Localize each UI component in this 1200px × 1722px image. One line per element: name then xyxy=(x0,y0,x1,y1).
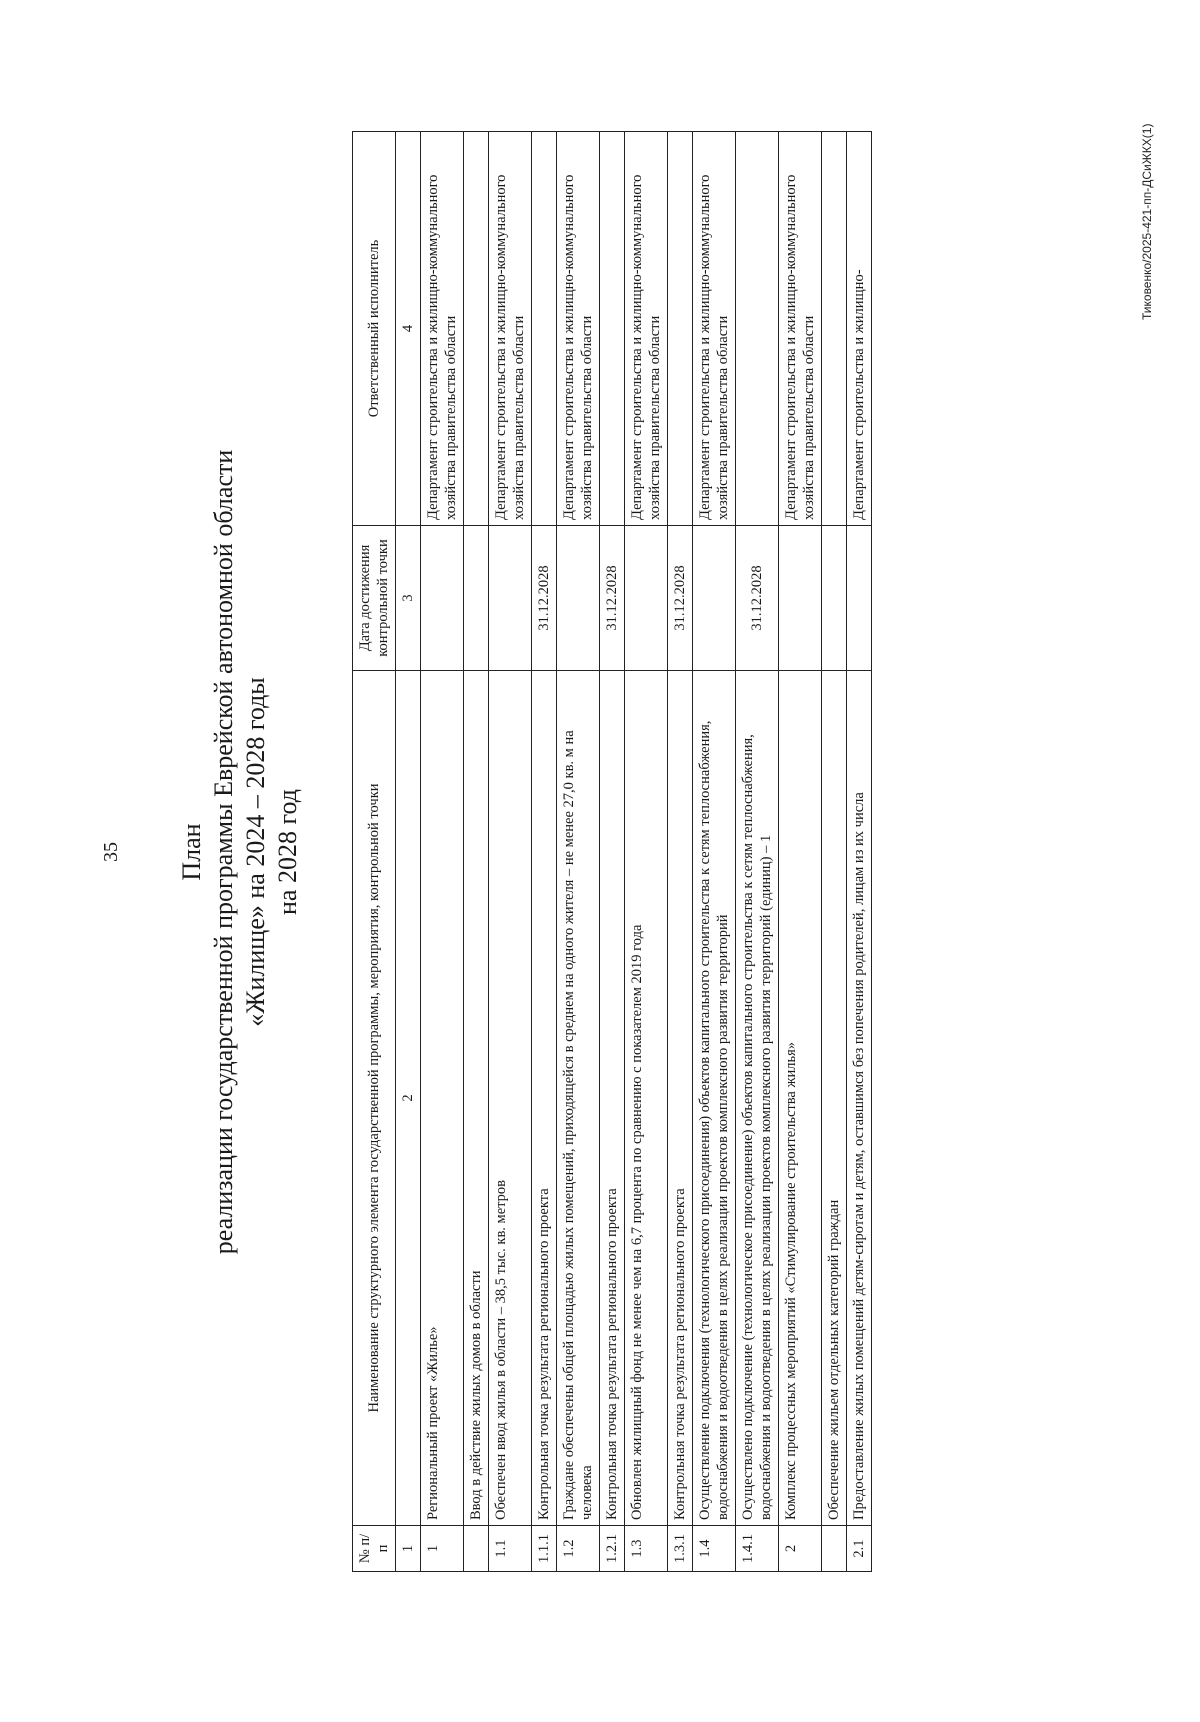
row-number-cell: 1.2 xyxy=(557,1526,600,1572)
row-date-cell xyxy=(489,526,532,671)
row-executor-cell: Департамент строительства и жилищно- xyxy=(847,132,872,526)
table-row xyxy=(532,132,557,1572)
row-name-cell: Обеспечение жильем отдельных категорий граждан xyxy=(822,671,847,1526)
table-header-row xyxy=(353,132,396,1572)
header-date: Дата достижения контрольной точки xyxy=(353,526,396,671)
column-number-row xyxy=(396,132,421,1572)
row-executor-cell xyxy=(668,132,693,526)
row-executor-cell xyxy=(736,132,779,526)
row-date-cell xyxy=(822,526,847,671)
table-row xyxy=(693,132,736,1572)
row-date-cell xyxy=(693,526,736,671)
col-number: 4 xyxy=(396,132,421,526)
row-name-cell: Контрольная точка результата регионального проекта xyxy=(668,671,693,1526)
table-row xyxy=(489,132,532,1572)
row-name-cell: Предоставление жилых помещений детям-сиротам и детям, оставшимся без попечения родителей, лицам из их числа xyxy=(847,671,872,1526)
row-date-cell: 31.12.2028 xyxy=(532,526,557,671)
plan-table-body xyxy=(421,132,872,1572)
row-number-cell: 1.4.1 xyxy=(736,1526,779,1572)
footer-code-container xyxy=(1140,124,1154,320)
row-number-cell: 1 xyxy=(421,1526,464,1572)
table-row xyxy=(736,132,779,1572)
row-name-cell: Комплекс процессных мероприятий «Стимулирование строительства жилья» xyxy=(779,671,822,1526)
row-executor-cell xyxy=(600,132,625,526)
row-executor-cell: Департамент строительства и жилищно-коммунального хозяйства правительства области xyxy=(625,132,668,526)
row-executor-cell xyxy=(532,132,557,526)
row-number-cell: 1.3 xyxy=(625,1526,668,1572)
row-date-cell: 31.12.2028 xyxy=(668,526,693,671)
row-number-cell: 2.1 xyxy=(847,1526,872,1572)
row-number-cell: 1.2.1 xyxy=(600,1526,625,1572)
row-date-cell xyxy=(557,526,600,671)
header-num: № п/п xyxy=(353,1526,396,1572)
row-name-cell: Обновлен жилищный фонд не менее чем на 6,7 процента по сравнению с показателем 2019 года xyxy=(625,671,668,1526)
row-executor-cell: Департамент строительства и жилищно-коммунального хозяйства правительства области xyxy=(489,132,532,526)
row-executor-cell: Департамент строительства и жилищно-коммунального хозяйства правительства области xyxy=(557,132,600,526)
row-executor-cell: Департамент строительства и жилищно-коммунального хозяйства правительства области xyxy=(779,132,822,526)
table-row xyxy=(421,132,464,1572)
table-row xyxy=(847,132,872,1572)
row-number-cell xyxy=(822,1526,847,1572)
table-row xyxy=(557,132,600,1572)
table-row xyxy=(600,132,625,1572)
row-name-cell: Граждане обеспечены общей площадью жилых помещений, приходящейся в среднем на одного жителя – не менее 27,0 кв. м на человека xyxy=(557,671,600,1526)
row-executor-cell xyxy=(464,132,489,526)
table-row xyxy=(668,132,693,1572)
row-number-cell: 2 xyxy=(779,1526,822,1572)
page-number: 35 xyxy=(100,842,122,862)
header-name: Наименование структурного элемента государственной программы, мероприятия, контрольной точки xyxy=(353,671,396,1526)
row-number-cell: 1.4 xyxy=(693,1526,736,1572)
rotated-sheet xyxy=(18,0,1182,1722)
col-number: 2 xyxy=(396,671,421,1526)
row-date-cell xyxy=(625,526,668,671)
row-number-cell: 1.1.1 xyxy=(532,1526,557,1572)
row-date-cell: 31.12.2028 xyxy=(736,526,779,671)
row-name-cell: Региональный проект «Жилье» xyxy=(421,671,464,1526)
row-date-cell xyxy=(421,526,464,671)
row-executor-cell xyxy=(822,132,847,526)
row-name-cell: Обеспечен ввод жилья в области – 38,5 тыс. кв. метров xyxy=(489,671,532,1526)
title-line-3: «Жилище» на 2024 – 2028 годы xyxy=(241,677,270,1027)
row-number-cell: 1.3.1 xyxy=(668,1526,693,1572)
footer-code: Тиковенко/2025-421-пп-ДСиЖКХ(1) xyxy=(1140,123,1154,320)
row-date-cell xyxy=(464,526,489,671)
row-date-cell xyxy=(779,526,822,671)
row-number-cell xyxy=(464,1526,489,1572)
header-exec: Ответственный исполнитель xyxy=(353,132,396,526)
row-executor-cell: Департамент строительства и жилищно-коммунального хозяйства правительства области xyxy=(693,132,736,526)
table-row xyxy=(822,132,847,1572)
table-row xyxy=(779,132,822,1572)
row-name-cell: Ввод в действие жилых домов в области xyxy=(464,671,489,1526)
row-date-cell xyxy=(847,526,872,671)
row-name-cell: Контрольная точка результата регионального проекта xyxy=(532,671,557,1526)
row-date-cell: 31.12.2028 xyxy=(600,526,625,671)
col-number: 3 xyxy=(396,526,421,671)
table-row xyxy=(625,132,668,1572)
row-name-cell: Контрольная точка результата регионального проекта xyxy=(600,671,625,1526)
title-line-2: реализации государственной программы Еврейской автономной области xyxy=(209,449,238,1255)
row-executor-cell: Департамент строительства и жилищно-коммунального хозяйства правительства области xyxy=(421,132,464,526)
col-number: 1 xyxy=(396,1526,421,1572)
row-number-cell: 1.1 xyxy=(489,1526,532,1572)
table-row xyxy=(464,132,489,1572)
plan-table xyxy=(352,131,872,1572)
document-title xyxy=(176,0,304,1722)
row-name-cell: Осуществлено подключение (технологическое присоединение) объектов капитального строительства к сетям теплоснабжения, водоснабжения и водоотведения в целях реализации проектов комплексного развития территорий (единиц) – 1 xyxy=(736,671,779,1526)
title-line-4: на 2028 год xyxy=(273,789,302,915)
title-line-1: План xyxy=(177,823,206,881)
row-name-cell: Осуществление подключения (технологического присоединения) объектов капитального строительства к сетям теплоснабжения, водоснабжения и водоотведения в целях реализации проектов комплексного развития территорий xyxy=(693,671,736,1526)
